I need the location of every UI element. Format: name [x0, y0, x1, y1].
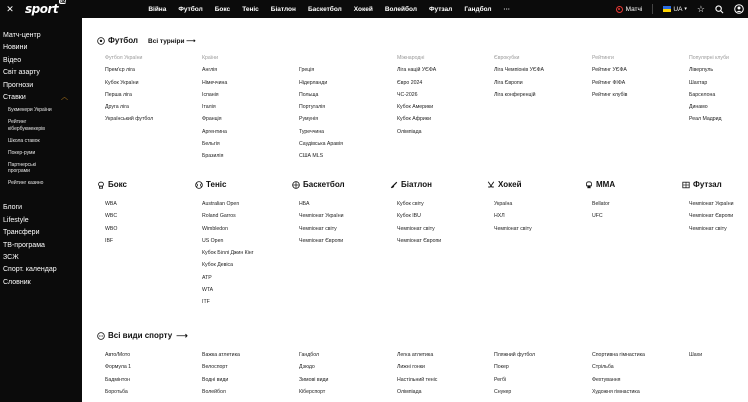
list-item[interactable]: Ліга Чемпіонів УЄФА	[494, 67, 544, 74]
list-item[interactable]: Рейтинг ФІФА	[592, 79, 626, 86]
list-item[interactable]: Рейтинг УЄФА	[592, 67, 627, 74]
list-item[interactable]: Бразилія	[202, 153, 224, 160]
nav-item-volleyball[interactable]: Волейбол	[384, 5, 417, 13]
list-item[interactable]: Australian Open	[202, 201, 240, 207]
list-item[interactable]: НХЛ	[494, 213, 505, 220]
list-item[interactable]: Олімпіада	[397, 128, 422, 135]
list-item[interactable]: Чемпіонат України	[689, 201, 734, 207]
list-item[interactable]: Bellator	[592, 201, 610, 207]
all-sports-column	[397, 349, 437, 398]
sidebar-item-video[interactable]: Відео	[3, 56, 22, 64]
list-item[interactable]: Зимові види	[299, 376, 329, 383]
list-item[interactable]: Іспанія	[202, 91, 219, 98]
list-item[interactable]: Бельгія	[202, 141, 220, 148]
tennis-column	[202, 198, 254, 309]
basketball-icon	[292, 181, 300, 189]
football-countries-column-2	[299, 64, 343, 162]
tennis-icon	[195, 181, 203, 189]
list-item[interactable]: WBC	[105, 213, 118, 220]
sidebar-item-calendar[interactable]: Спорт. календар	[3, 266, 57, 274]
list-item[interactable]: Євро 2024	[397, 79, 423, 86]
sidebar-subitem-poker-rooms[interactable]: Покер-руми	[8, 149, 36, 156]
list-item[interactable]: Покер	[494, 364, 509, 371]
hockey-column	[494, 198, 532, 235]
list-item[interactable]: Кубок IBU	[397, 213, 421, 220]
list-item[interactable]: ITF	[202, 299, 210, 306]
more-menu-icon[interactable]: ···	[503, 5, 511, 13]
list-item[interactable]: Греція	[299, 67, 315, 74]
list-item[interactable]: Динамо	[689, 104, 708, 111]
list-item[interactable]: Формула 1	[105, 364, 132, 371]
more-sports-icon	[97, 332, 105, 340]
chevron-up-icon: ︿	[61, 93, 68, 101]
boxing-glove-icon	[97, 181, 105, 189]
list-item[interactable]: Реал Мадрид	[689, 116, 722, 123]
nav-item-basketball[interactable]: Баскетбол	[307, 5, 342, 13]
boxing-column	[105, 198, 117, 247]
list-item[interactable]: Кубок Девіса	[202, 262, 234, 269]
nav-item-tennis[interactable]: Теніс	[242, 5, 259, 13]
list-item[interactable]: Важка атлетика	[202, 352, 240, 358]
list-item[interactable]: Аргентина	[202, 128, 227, 135]
list-item[interactable]: Бадмінтон	[105, 376, 130, 383]
list-item[interactable]: Перша ліга	[105, 91, 132, 98]
all-sports-column	[202, 349, 240, 398]
list-item[interactable]: Кубок світу	[397, 201, 424, 207]
list-item[interactable]: Настільний теніс	[397, 376, 438, 383]
list-item[interactable]: Олімпіада	[397, 388, 422, 395]
close-icon[interactable]: ✕	[6, 3, 14, 14]
column-heading: Популярні клуби	[689, 55, 729, 61]
list-item[interactable]: Ліга Європи	[494, 79, 523, 86]
biathlon-section-title[interactable]: Біатлон	[390, 180, 432, 189]
list-item[interactable]: НБА	[299, 201, 310, 207]
sidebar-subitem-casino-rating[interactable]: Рейтинг казино	[8, 180, 44, 187]
nav-item-handball[interactable]: Гандбол	[464, 5, 492, 13]
biathlon-column	[397, 198, 441, 247]
all-sports-column	[592, 349, 645, 398]
list-item[interactable]: США MLS	[299, 153, 324, 160]
list-item[interactable]: Друга ліга	[105, 104, 129, 111]
list-item[interactable]: Велоспорт	[202, 364, 228, 371]
all-tournaments-link[interactable]: Всі турніри ⟶	[148, 37, 196, 45]
nav-item-futsal[interactable]: Футзал	[428, 5, 453, 13]
list-item[interactable]: Авто/Мото	[105, 352, 131, 358]
list-item[interactable]: Фехтування	[592, 376, 621, 383]
logo[interactable]: sport$^{UA}$	[25, 0, 66, 16]
football-icon	[97, 37, 105, 45]
list-item[interactable]: Франція	[202, 116, 222, 123]
hockey-section-title[interactable]: Хокей	[487, 180, 522, 189]
list-item[interactable]: Прем'єр ліга	[105, 67, 135, 74]
list-item[interactable]: Шахтар	[689, 79, 708, 86]
list-item[interactable]: Ліга націй УЄФА	[397, 67, 437, 74]
futsal-column	[689, 198, 734, 235]
list-item[interactable]: Стрільба	[592, 364, 614, 371]
list-item[interactable]: Художня гімнастика	[592, 388, 640, 395]
list-item[interactable]: Чемпіонат світу	[494, 225, 532, 232]
nav-item-boxing[interactable]: Бокс	[214, 5, 231, 13]
main-nav	[148, 6, 522, 13]
list-item[interactable]: Ліга конференцій	[494, 91, 536, 98]
football-international-column	[397, 52, 436, 138]
list-item[interactable]: WBO	[105, 225, 118, 232]
hockey-sticks-icon	[487, 181, 495, 189]
sidebar-subitem-bookmakers[interactable]: Букмекери України	[8, 107, 52, 114]
football-eurocups-column	[494, 52, 544, 101]
list-item[interactable]: Італія	[202, 104, 216, 111]
sidebar-subitem-betting-school[interactable]: Школа ставок	[8, 137, 40, 144]
basketball-section-title[interactable]: Баскетбол	[292, 180, 345, 189]
favorites-icon[interactable]: ☆	[696, 3, 705, 14]
list-item[interactable]: Лижні гонки	[397, 364, 425, 371]
nav-item-war[interactable]: Війна	[148, 5, 167, 13]
nav-item-hockey[interactable]: Хокей	[353, 5, 373, 13]
list-item[interactable]: Туреччина	[299, 128, 325, 135]
arrow-right-icon: ⟶	[176, 331, 188, 340]
list-item[interactable]: US Open	[202, 237, 224, 244]
sidebar-item-bets[interactable]: Ставки ︿	[0, 92, 82, 104]
column-heading: Футбол України	[105, 55, 143, 61]
sidebar-subitem-partner-programs[interactable]: Партнерські програми	[8, 161, 37, 175]
list-item[interactable]: Пляжний футбол	[494, 352, 536, 358]
tennis-section-title[interactable]: Теніс	[195, 180, 226, 189]
all-sports-section-title[interactable]: Всі види спорту ⟶	[97, 331, 188, 340]
football-link[interactable]: Футбол	[108, 36, 139, 45]
biathlon-rifle-icon	[390, 181, 398, 189]
list-item[interactable]: Чемпіонат України	[299, 213, 344, 220]
list-item[interactable]: Кіберспорт	[299, 388, 326, 395]
list-item[interactable]: Волейбол	[202, 388, 226, 395]
all-sports-column	[689, 349, 702, 361]
list-item[interactable]: Wimbledon	[202, 225, 228, 232]
list-item[interactable]: Снукер	[494, 388, 512, 395]
list-item[interactable]: Ліверпуль	[689, 67, 714, 74]
basketball-column	[299, 198, 344, 247]
sidebar-item-transfers[interactable]: Трансфери	[3, 229, 40, 237]
list-item[interactable]: Саудівська Аравія	[299, 141, 343, 148]
sidebar-item-gambling[interactable]: Світ азарту	[3, 69, 40, 77]
list-item[interactable]: WBA	[105, 201, 117, 207]
header-tools	[606, 0, 744, 18]
sidebar-item-dictionary[interactable]: Словник	[3, 278, 31, 286]
sidebar-item-lifestyle[interactable]: Lifestyle	[3, 216, 29, 224]
list-item[interactable]: Англія	[202, 67, 218, 74]
all-sports-column	[494, 349, 535, 398]
ukraine-flag-icon	[663, 6, 671, 12]
language-selector[interactable]: UA ▾	[663, 6, 687, 13]
profile-icon[interactable]	[734, 4, 744, 14]
mma-column	[592, 198, 610, 223]
list-item[interactable]: Кубок Біллі Джин Кінг	[202, 250, 254, 257]
list-item[interactable]: Кубок Африки	[397, 116, 431, 123]
list-item[interactable]: Український футбол	[105, 116, 154, 123]
list-item[interactable]: Німеччина	[202, 79, 228, 86]
chevron-down-icon: ▾	[684, 6, 687, 12]
column-heading: Єврокубки	[494, 55, 520, 61]
sidebar	[0, 18, 82, 402]
list-item[interactable]: Польща	[299, 91, 319, 98]
list-item[interactable]: Рейтинг клубів	[592, 91, 628, 98]
list-item[interactable]: IBF	[105, 237, 114, 244]
sidebar-item-predictions[interactable]: Прогнози	[3, 81, 34, 89]
list-item[interactable]: Україна	[494, 201, 513, 207]
football-clubs-column	[689, 52, 729, 126]
matches-button[interactable]: Матчі	[616, 6, 643, 13]
mma-section-title[interactable]: MMA	[585, 180, 615, 189]
sidebar-item-tv-program[interactable]: ТВ-програма	[3, 241, 45, 249]
football-section-title	[97, 36, 196, 45]
sidebar-item-news[interactable]: Новини	[3, 44, 28, 52]
list-item[interactable]: Португалія	[299, 104, 326, 111]
search-icon[interactable]	[715, 5, 724, 14]
list-item[interactable]: Легка атлетика	[397, 352, 434, 358]
futsal-field-icon	[682, 181, 690, 189]
list-item[interactable]: Боротьба	[105, 388, 128, 395]
list-item[interactable]: Кубок Америки	[397, 104, 434, 111]
list-item[interactable]: Спортивна гімнастика	[592, 352, 645, 358]
football-ratings-column	[592, 52, 627, 101]
list-item[interactable]: Нідерланди	[299, 79, 328, 86]
top-bar	[0, 0, 748, 18]
all-sports-column	[299, 349, 328, 398]
futsal-section-title[interactable]: Футзал	[682, 180, 722, 189]
list-item[interactable]: Регбі	[494, 376, 507, 383]
list-item[interactable]: Водні види	[202, 376, 229, 383]
boxing-section-title[interactable]: Бокс	[97, 180, 127, 189]
list-item[interactable]: Roland Garros	[202, 213, 236, 220]
column-heading: Міжнародні	[397, 55, 425, 61]
list-item[interactable]: ATP	[202, 274, 212, 281]
nav-item-biathlon[interactable]: Біатлон	[270, 5, 296, 13]
list-item[interactable]: Чемпіонат Європи	[299, 237, 344, 244]
sidebar-item-zszh[interactable]: ЗСЖ	[3, 253, 19, 261]
list-item[interactable]: Кубок України	[105, 79, 139, 86]
list-item[interactable]: ЧС-2026	[397, 91, 418, 98]
nav-item-football[interactable]: Футбол	[178, 5, 203, 13]
football-countries-column	[202, 52, 227, 163]
list-item[interactable]: Дзюдо	[299, 364, 315, 371]
list-item[interactable]: WTA	[202, 287, 214, 294]
column-heading: Країни	[202, 55, 218, 61]
sidebar-item-blogs[interactable]: Блоги	[3, 204, 23, 212]
mega-menu	[82, 18, 748, 402]
arrow-right-icon: ⟶	[186, 37, 196, 45]
list-item[interactable]: Чемпіонат Європи	[689, 213, 734, 220]
sidebar-subitem-cyber-rating[interactable]: Рейтинг кібербукмекерів	[8, 119, 45, 132]
live-icon	[616, 6, 623, 13]
column-heading: Рейтинги	[592, 55, 614, 61]
mma-glove-icon	[585, 181, 593, 189]
list-item[interactable]: Румунія	[299, 116, 319, 123]
list-item[interactable]: UFC	[592, 213, 603, 220]
divider	[652, 4, 653, 14]
sidebar-item-match-center[interactable]: Матч-центр	[3, 32, 41, 39]
list-item[interactable]: Чемпіонат світу	[299, 225, 337, 232]
list-item[interactable]: Шахи	[689, 352, 703, 358]
list-item[interactable]: Гандбол	[299, 352, 320, 358]
list-item[interactable]: Чемпіонат світу	[397, 225, 435, 232]
all-sports-column	[105, 349, 131, 398]
list-item[interactable]: Барселона	[689, 91, 716, 98]
list-item[interactable]: Чемпіонат Європи	[397, 237, 442, 244]
list-item[interactable]: Чемпіонат світу	[689, 225, 727, 232]
football-ukraine-column	[105, 52, 153, 126]
